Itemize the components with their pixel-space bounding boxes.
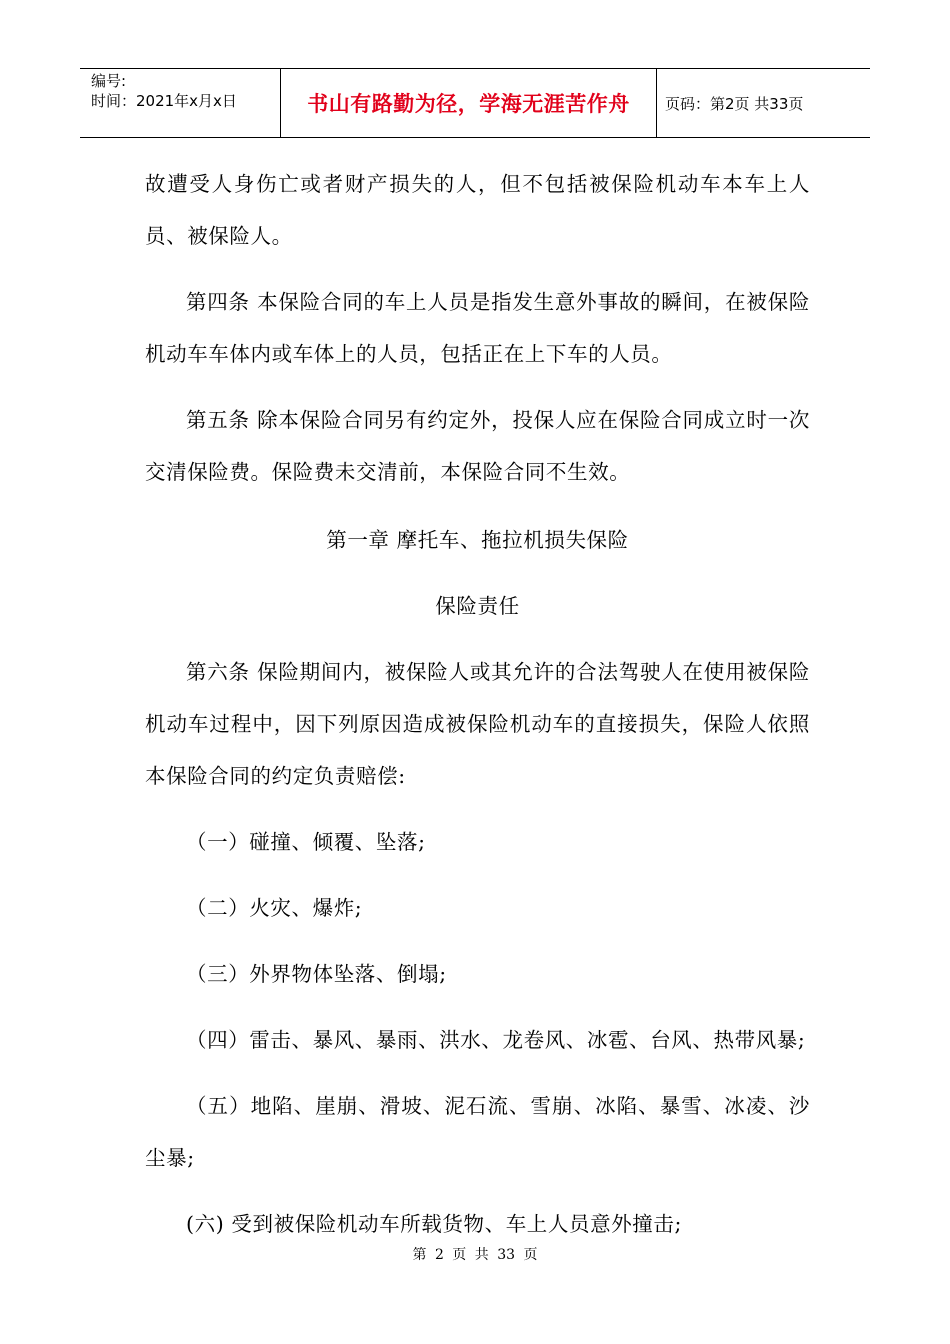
document-body [145,158,810,1250]
list-item-6: (六) 受到被保险机动车所载货物、车上人员意外撞击; [186,1212,683,1236]
list-item-1: （一）碰撞、倾覆、坠落; [186,830,426,854]
list-item-5: （五）地陷、崖崩、滑坡、泥石流、雪崩、冰陷、暴雪、冰凌、沙尘暴; [145,1094,810,1170]
number-label: 编号: [91,72,127,90]
list-item-3: （三）外界物体坠落、倒塌; [186,962,447,986]
list-item-2: （二）火灾、爆炸; [186,896,363,920]
list-item-4: （四）雷击、暴风、暴雨、洪水、龙卷风、冰雹、台风、热带风暴; [186,1028,806,1052]
header-meta [91,71,277,111]
header-page-info: 页码：第2页 共33页 [665,94,804,113]
header-motto: 书山有路勤为径，学海无涯苦作舟 [307,92,630,116]
section-title: 保险责任 [435,594,520,618]
chapter-title: 第一章 摩托车、拖拉机损失保险 [326,528,629,552]
page-footer: 第 2 页 共 33 页 [412,1247,538,1263]
article-4: 第四条 本保险合同的车上人员是指发生意外事故的瞬间，在被保险机动车车体内或车体上的人员，包括正在上下车的人员。 [145,290,810,366]
paragraph-continuation: 故遭受人身伤亡或者财产损失的人，但不包括被保险机动车本车上人员、被保险人。 [145,172,810,248]
time-label: 时间：2021年x月x日 [91,92,237,110]
page-header [80,68,870,138]
article-5: 第五条 除本保险合同另有约定外，投保人应在保险合同成立时一次交清保险费。保险费未交清前，本保险合同不生效。 [145,408,810,484]
article-6: 第六条 保险期间内，被保险人或其允许的合法驾驶人在使用被保险机动车过程中，因下列原因造成被保险机动车的直接损失，保险人依照本保险合同的约定负责赔偿: [145,660,810,788]
